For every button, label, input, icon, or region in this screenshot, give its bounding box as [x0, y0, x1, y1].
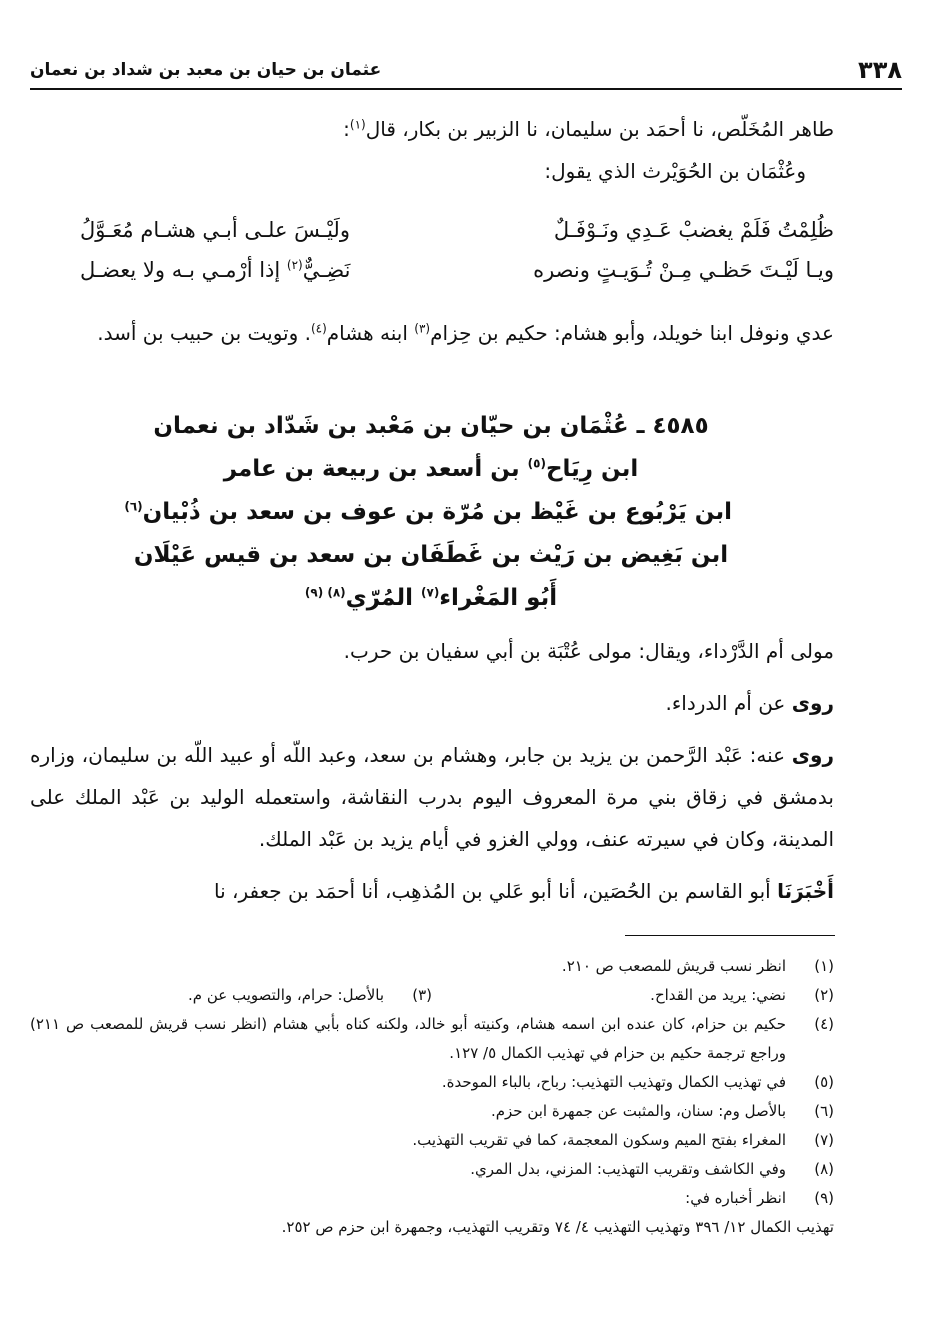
- footnote-pair: [30, 981, 834, 1010]
- bio-line-5: أَبُو المَغْراء$^{(٧)}$ المُرّي$^{(٨) (٩)}$: [304, 585, 558, 611]
- page-header: [30, 52, 902, 90]
- poem: [80, 218, 834, 298]
- footnote: (٤) حكيم بن حزام، كان عنده ابن اسمه هشام، وكنيته أبو خالد، ولكنه كناه بأبي هشام (انظر نسب قريش للمصعب ص ٢١١) وراجع ترجمة حكيم بن حزام في تهذيب الكمال ٥/ ١٢٧.: [30, 1015, 834, 1062]
- footnote: (٣) بالأصل: حرام، والتصويب عن م.: [188, 986, 432, 1004]
- rawa-anhu-paragraph: روى عنه: عَبْد الرَّحمن بن يزيد بن جابر، وهشام بن سعد، وعبد اللّه أو عبيد اللّه بن سليمان، وزاره بدمشق في زقاق بني مرة المعروف اليوم بدرب النقاشة، واستعمله الوليد بن عَبْد الملك على المدينة، وكان في سيرته عنف، وولي الغزو في أيام يزيد بن عَبْد الملك.: [30, 743, 834, 851]
- bio-line-3: ابن يَرْبُوع بن غَيْظ بن مُرّة بن عوف بن سعد بن ذُبْيان$^{(٦)}$: [124, 499, 732, 525]
- verse-1-second-hemistich: ولَيْـسَ علـى أبـي هشـام مُعَـوَّلُ: [80, 218, 350, 242]
- footnote-ref: (٢): [286, 258, 303, 272]
- mawla-paragraph: مولى أم الدَّرْداء، ويقال: مولى عُتْبَة بن أبي سفيان بن حرب.: [343, 639, 834, 663]
- footnote: (٧) المغراء بفتح الميم وسكون المعجمة، كما في تقريب التهذيب.: [412, 1131, 834, 1149]
- intro-line-1: طاهر المُخَلّص، نا أحمَد بن سليمان، نا الزبير بن بكار، قال$^{(١)}$:: [343, 117, 834, 141]
- footnote-ref: (١): [349, 117, 366, 132]
- verse-2: [80, 258, 834, 298]
- bio-line-1: ٤٥٨٥ ـ عُثْمَان بن حيّان بن مَعْبد بن شَدّاد بن نعمان: [153, 413, 709, 439]
- verse-1-first-hemistich: ظُلِمْتُ فَلَمْ يغضبْ عَـدِي ونَـوْفَـلٌ: [553, 218, 834, 242]
- footnote-ref: (٦): [124, 499, 143, 514]
- footnote-ref: (٤): [310, 321, 327, 336]
- page-number: ٣٣٨: [858, 56, 902, 84]
- rawa-an-paragraph: روى عن أم الدرداء.: [665, 691, 834, 715]
- footnote-ref: (٣): [414, 321, 431, 336]
- footnote: (٩) انظر أخباره في:: [685, 1189, 834, 1207]
- intro-line-2: وعُثْمَان بن الحُوَيْرث الذي يقول:: [544, 159, 806, 183]
- verse-2-second-hemistich: نَضِـيٌّ$^{(٢)}$ إذا أرْمـي بـه ولا يعضـل: [80, 258, 351, 282]
- footnote-continuation: تهذيب الكمال ١٢/ ٣٩٦ وتهذيب التهذيب ٤/ ٧٤ وتقريب التهذيب، وجمهرة ابن حزم ص ٢٥٢.: [281, 1218, 834, 1236]
- footnote-ref: (٨) (٩): [304, 585, 346, 600]
- explanation-text: عدي ونوفل ابنا خويلد، وأبو هشام: حكيم بن حِزام$^{(٣)}$ ابنه هشام$^{(٤)}$. وتويت بن حبيب بن أسد.: [97, 321, 834, 345]
- bio-line-4: ابن بَغِيض بن رَيْث بن غَطَفَان بن سعد بن قيس عَيْلَان: [133, 542, 729, 568]
- biography-heading: [124, 405, 732, 620]
- verse-2-first-hemistich: ويـا لَيْـتَ حَظـي مِـنْ تُـوَيـتٍ ونصره: [533, 258, 834, 282]
- bio-line-2: ابن رِيَاح$^{(٥)}$ بن أسعد بن ربيعة بن عامر: [223, 456, 639, 482]
- footnote: (٨) وفي الكاشف وتقريب التهذيب: المزني، بدل المري.: [470, 1160, 834, 1178]
- footnote-divider: [625, 935, 835, 936]
- footnote-ref: (٥): [527, 456, 546, 471]
- footnote: (٦) بالأصل وم: سنان، والمثبت عن جمهرة ابن حزم.: [490, 1102, 834, 1120]
- footnotes: [30, 952, 834, 1242]
- main-text: [30, 630, 834, 912]
- intro-text: [30, 108, 834, 192]
- running-title: عثمان بن حيان بن معبد بن شداد بن نعمان: [30, 60, 382, 80]
- footnote: (١) انظر نسب قريش للمصعب ص ٢١٠.: [561, 957, 834, 975]
- verse-1: [80, 218, 834, 258]
- footnote: (٥) في تهذيب الكمال وتهذيب التهذيب: رباح، بالباء الموحدة.: [441, 1073, 834, 1091]
- isnad-paragraph: أَخْبَرَنَا أبو القاسم بن الحُصَين، أنا أبو عَلي بن المُذهِب، أنا أحمَد بن جعفر، نا: [213, 879, 834, 903]
- explanation: [30, 312, 834, 354]
- footnote: (٢) نضي: يريد من القداح.: [650, 986, 834, 1004]
- footnote-ref: (٧): [421, 585, 440, 600]
